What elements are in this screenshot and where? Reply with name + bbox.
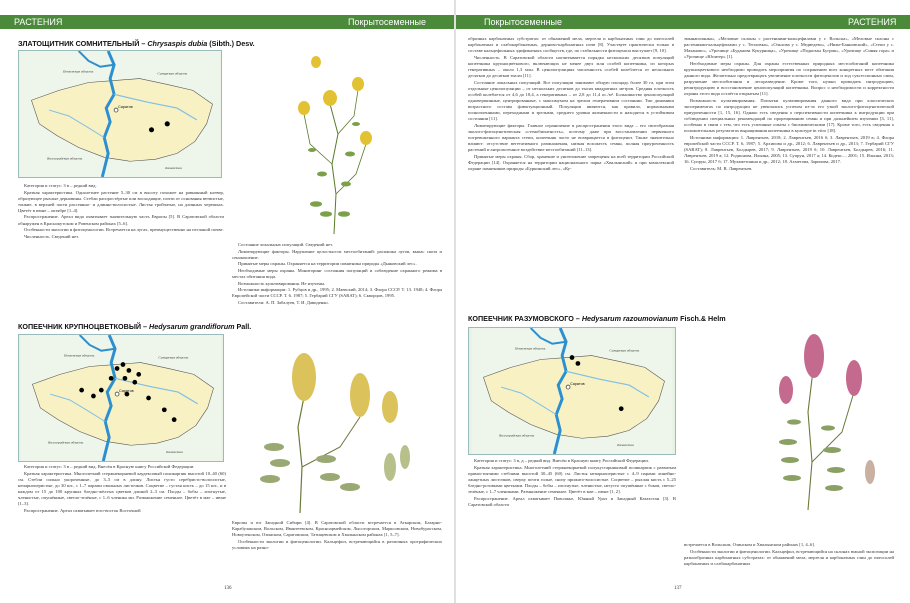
svg-text:Казахстан: Казахстан bbox=[166, 450, 183, 455]
header-left: РАСТЕНИЯ bbox=[14, 17, 63, 27]
plant-illustration-hedysarum-razoumovianum bbox=[758, 332, 888, 512]
right-page bbox=[468, 32, 894, 597]
plant-illustration-chrysaspis bbox=[286, 54, 382, 240]
right-top-text-col2: змынаполянка», «Меловые склоны с растениями-кальцефилами у г. Вольска», «Меловые склоны с растениями-кальцефилами у с. Тепловка», «Ольхова у с. Медведево», «Ниже-Банновский», «Степи у с. Маханово», «Урочище «Буданова Кукурница», «Урочище «Подкозан Бугрик», «Урочище «Синяя гора» и «Урочище «Юпитер» [1]. Необходимые меры охраны. Для охраны естественных природных местообитаний копеечника крупноцветкового необходимо проводить мероприятия по сохранению всех конкретных мест обитания данного вида. Желательно предотвращать увеличение плотности фитоценозов и ход суксессионных смен, разрушение местообитания и лесоразведение. Кроме того, нужно проводить интродукцию, реинтродукцию и восстановление ценопопуляций копеечника. Вопрос о необходимости и корректности охраны этого вида остаётся открытым [11]. Возможность культивирования. Попытки культивирования данного вида при классических экспериментах по интродукции не увенчались успехом из-за его узкой эколого-фитоценотической приуроченности [1, 15, 16]. Однако есть сведения о перспективности копеечника к интродукции при соблюдении специальных рекомендаций по прорещиванию семян и при дальнейшем изучении [3, 11], особенно в связи с тем, что есть успешные опыты с биохимическими [17]. Кроме того, есть сведения о положительных результатах выращивания копеечника в культуре in vitro [18]. Источники информации: 1. Лаврентьев, 2018; 2. Лаврентьев, 2016 б; 3. Лаврентьев, 2019 в; 4. Флора европейской части СССР. Т. 6, 1987; 5. Архипова и др., 2012; 6. Лаврентьев и др., 2013; 7. Гербарий СГУ (SARAT); 8. Лаврентьев, Болдырев, 2017; 9. Лаврентьев, 2019 б; 10. Лаврентьев, Болдырев, 2016; 11. Лаврентьев, 2019 а; 12. Родионова, Ильина, 2005; 13. Супрун, 2017 а; 14. Кодекс..., 2001; 15. Ильина, 2013; 16. Супрун, 2017 б; 17. Мухаметшина и др., 2012; 18. Ахметова, Зарипова, 2017. Составитель: М. В. Лаврентьев. bbox=[684, 36, 894, 171]
species-3-text-col1: Категория и статус: 3 в, д – редкий вид. Внесён в Красную книгу Российской Федерации. Краткая характеристика. Многолетний стержнекорневой полукустарниковый поликарпик с развитым прямостоячими стеблями высотой 30–45 (60) см. Листья непарноперистые с 4–9 парами линейно-ланцетных листочков, сверху почти голые, снизу прижато-волосистые. Соцветие – рыхлая кисть с 5–25 бледно-розовыми цветками. Плоды – бобы – изогнутые, членистые, негусто опушённые с боков, светло-зелёные, с 1–7 члениками. Размножение семенное. Цветёт в мае – июне [1, 2]. Распространение. Ареал охватывает Поволжье, Южный Урал и Западный Казахстан [3]. В Саратовской области bbox=[468, 458, 676, 507]
species-2-text-col1: Категория и статус: 3 в – редкий вид. Внесён в Красную книгу Российской Федерации. Краткая характеристика. Многолетний стержнекорневой каудексовый поликарпик высотой 10–40 (60) см. Стебли сильно укороченные, до 3–5 см в длину. Листья густо серебристо-волосистые, непарноперистые, до 30 шт., с 1–7 парами овальных листочков. Соцветие – густая кисть – до 15 шт., и в каждом от 15 до 100 крупных бледно-жёлтых цветков длиной 2–3 см. Плоды – бобы – изогнутые, членистые, опушённые, светло-зелёные, с 1–6 членика ми. Размножение семенное. Цветёт в мае – июне [1–3]. Распространение. Ареал охватывает юго-восток Восточной bbox=[18, 464, 226, 513]
species-2-text-col2: Европы и юг Западной Сибири [4]. В Саратовской области встречается в Аткарском, Базарно-Карабулакском, Вольском, Ивантеевском, Красноармейском, Лысогорском, Марксовском, Новобурасском, Новоузенском, Озинском, Саратовском, Татищевском и Хвалынском районах [1, 5–7]. Особенности экологии и фитоценологии. Кальцефил, встречающийся в различных орографических условиях на разно- bbox=[232, 520, 442, 550]
svg-text:Пензенская область: Пензенская область bbox=[514, 346, 546, 351]
distribution-map-2 bbox=[18, 334, 224, 462]
svg-text:Саратов: Саратов bbox=[119, 389, 134, 394]
page-gutter bbox=[454, 0, 456, 603]
species-3-text-col2: встречается в Вольском, Озинском и Хвалынском районах [1, 4–6]. Особенности экологии и фитоценологии. Кальцефил, встречающийся на склонах южной экспозиции на разнообразных карбонатных субстратах: от обнажений мела, мергеля и карбонатных глин до пятосолей карбонатных и слабокарбонатных bbox=[684, 542, 894, 566]
species-1-text-col1: Категория и статус: 3 в – редкий вид. Краткая характеристика. Однолетнее растение 5–30 см в высоту похожее на равнинный клевер, образующее рыхлые дерновины. Стебли распростёртые или восходящие, почти от основания ветвистые, тонкие, в верхней части рассеянно- и длинно-волосистые. Листья тройчатые, на длинных черешках. Цветёт в июне – октябре [1–4]. Распространение. Ареал вида охватывает значительную часть Европы [5]. В Саратовской области обнаружен в Краснокутском и Ровенском районах [5–6]. Особенности экологии и фитоценологии. Встречается на лугах, преимущественно на песчаной почве. Численность. Сведений нет. bbox=[18, 183, 224, 239]
plant-illustration-hedysarum-grandiflorum bbox=[240, 337, 420, 517]
header-right: РАСТЕНИЯ bbox=[848, 17, 897, 27]
saratov-region-map-svg-3 bbox=[469, 328, 675, 454]
saratov-region-map-svg-2 bbox=[19, 335, 223, 461]
svg-text:Пензенская область: Пензенская область bbox=[63, 353, 95, 358]
map-label-samara: Самарская область bbox=[157, 71, 188, 76]
svg-text:Самарская область: Самарская область bbox=[609, 348, 640, 353]
species-title-hedysarum-razoumovianum: КОПЕЕЧНИК РАЗУМОВСКОГО – Hedysarum razoumovianum Fisch.& Helm bbox=[468, 314, 726, 323]
map-label-kazakhstan: Казахстан bbox=[165, 166, 182, 171]
species-title-chrysaspis: ЗЛАТОЩИТНИК СОМНИТЕЛЬНЫЙ – Chrysaspis dubia (Sibth.) Desv. bbox=[18, 39, 255, 48]
svg-text:Саратов: Саратов bbox=[570, 382, 585, 387]
map-label-saratov: Саратов bbox=[118, 105, 133, 110]
species-1-text-col2: Состояние локальных популяций. Сведений нет. Лимитирующие факторы. Нарушение целостности местообитаний: распашка лугов, выпас скота и сенокошение. Принятые меры охраны. Охраняется на территории памятника природы «Дьяковский лес». Необходимые меры охраны. Мониторинг состояния популяций и соблюдение охранного режима в местах обитания вида. Возможность культивирования. Не изучены. Источники информации: 1. Рубцов и др., 1995; 2. Маевский, 2014; 3. Флора СССР. Т. 13. 1948; 4. Флора Европейской части СССР. Т. 6. 1987; 5. Гербарий СГУ (SARAT); 6. Скворцов, 1995. Составители: А. П. Забалуев, Т. И. Давиденко. bbox=[232, 242, 442, 305]
svg-text:Волгоградская область: Волгоградская область bbox=[48, 440, 84, 445]
header-center-left: Покрытосеменные bbox=[348, 17, 427, 27]
distribution-map-1 bbox=[18, 50, 222, 178]
header-center-right: Покрытосеменные bbox=[484, 17, 563, 27]
svg-text:Волгоградская область: Волгоградская область bbox=[499, 433, 535, 438]
map-label-volgograd: Волгоградская область bbox=[47, 156, 83, 161]
page-number-right: 137 bbox=[674, 586, 682, 591]
saratov-region-map-svg bbox=[19, 51, 221, 177]
svg-text:Самарская область: Самарская область bbox=[158, 355, 189, 360]
svg-text:Казахстан: Казахстан bbox=[617, 443, 634, 448]
page-number-left: 136 bbox=[224, 586, 232, 591]
distribution-map-3 bbox=[468, 327, 676, 455]
map-label-penza: Пензенская область bbox=[62, 69, 94, 74]
right-top-text-col1: образных карбонатных субстратах: от обнажений мела, мергеля и карбонатных глин до пятосолей карбонатных и слабокарбонатных, дерново-карбонатных почв [8]. Участвует практически только в составе кальцефильных эдификатных сообществ, где, по стабильности фитоценоза выступает [9, 10]. Численность. В Саратовской области насчитывается порядка нескольких десятков популяций копеечника крупноцветкового, включающих не менее двух млн особей копеечника, из которых генеративных – около 1,3 млн. В ценопопуляциях численность особей колеблется от нескольких десятков до десятков тысяч [11]. Состояние локальных популяций. Все популяции занимают общую площадь более 30 га, при этом отдельные ценопопуляции – от нескольких десятков до тысяч квадратных метров. Средняя плотность особей колеблется от 4,6 до 18,4, а генеративных – от 2,8 до 11,4 ос./м². Большинство ценопопуляций одновершинные, центрированные, с максимумом на зрелом генеративном состоянии. Тип динамики возрастного состава флюктуационный. Популяции являются, как правило, нормальными полночленными, переходными и зрелыми, среднего уровня жизненности и находятся в устойчивом состоянии [11]. Лимитирующие факторы. Главное ограничение в распространении этого вида – его своеобразная эколого-фитоценотическая «стенобионтность», поэтому даже при восстановлении первичного потревоженного варианта степи, копеечник часто не возвращается в фитоценоз. Также значительно влияют: отсутствие вегетативного размножения, низкая всхожесть семян, полная приуроченность растений и антропогенное воздействие местообитаний [11–13]. Принятые меры охраны. Сбор, хранение и уничтожение запрещены на всей территории Российской Федерации [14]. Охраняется на территории национального парка «Хвалынский» и при комплексной охране памятников природы «Буркинский лес», «Ку- bbox=[468, 36, 674, 171]
species-title-hedysarum-grandiflorum: КОПЕЕЧНИК КРУПНОЦВЕТКОВЫЙ – Hedysarum grandiflorum Pall. bbox=[18, 322, 252, 331]
left-page bbox=[18, 32, 442, 597]
